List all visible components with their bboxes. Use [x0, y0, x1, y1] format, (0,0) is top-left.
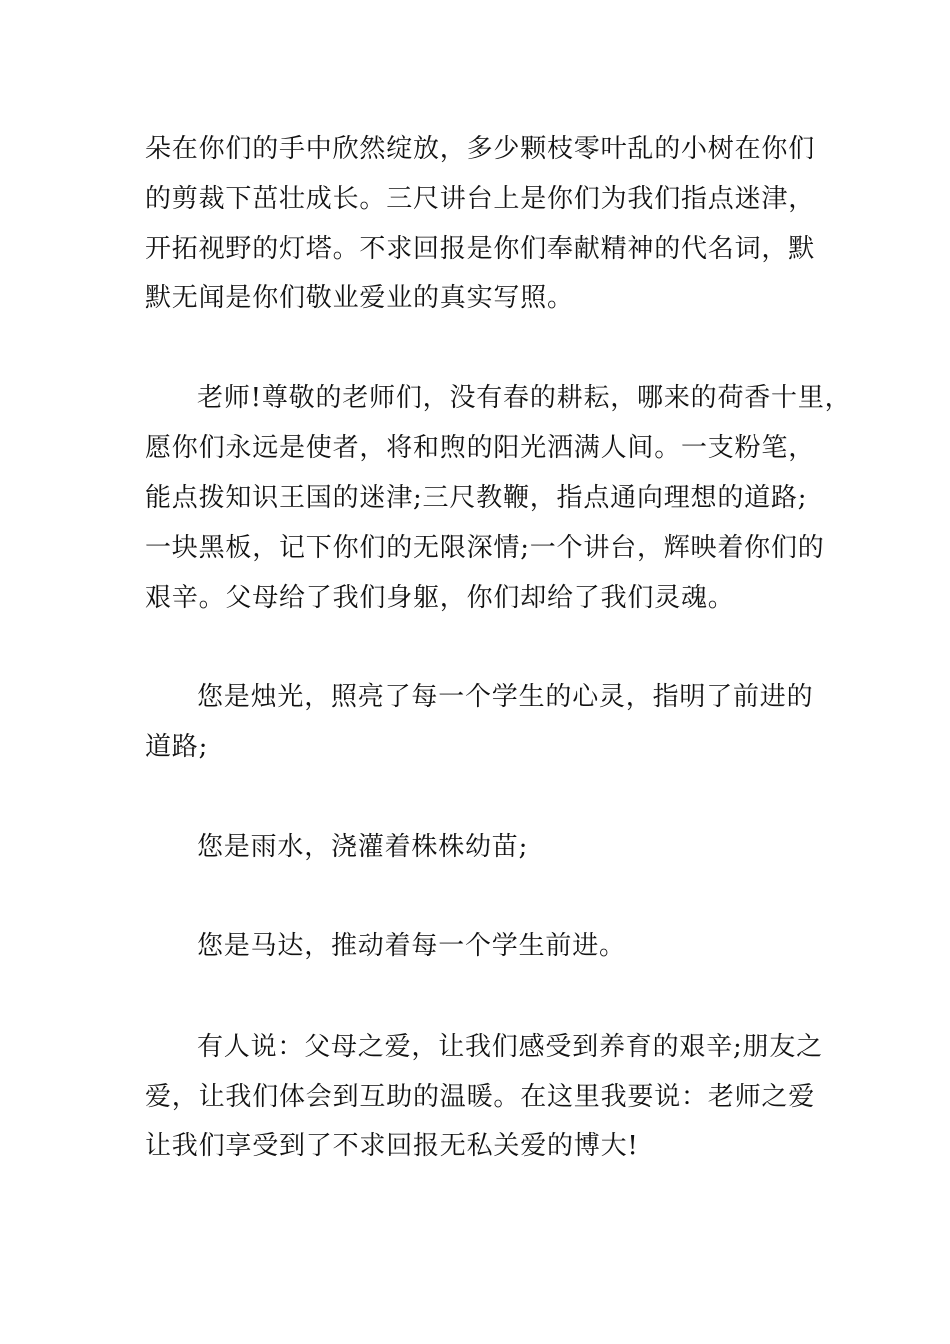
text-line: 您是烛光，照亮了每一个学生的心灵，指明了前进的	[197, 682, 814, 712]
text-line: 老师!尊敬的老师们，没有春的耕耘，哪来的荷香十里，	[197, 383, 852, 413]
text-line: 让我们享受到了不求回报无私关爱的博大!	[145, 1131, 639, 1161]
text-line: 朵在你们的手中欣然绽放，多少颗枝零叶乱的小树在你们	[145, 134, 816, 164]
text-line: 道路;	[145, 732, 209, 762]
text-line: 一块黑板，记下你们的无限深情;一个讲台，辉映着你们的	[145, 533, 825, 563]
text-line: 的剪裁下茁壮成长。三尺讲台上是你们为我们指点迷津，	[145, 184, 816, 214]
text-line: 有人说：父母之爱，让我们感受到养育的艰辛;朋友之	[197, 1032, 823, 1062]
text-line: 爱，让我们体会到互助的温暖。在这里我要说：老师之爱	[145, 1082, 816, 1112]
text-line: 默无闻是你们敬业爱业的真实写照。	[145, 283, 574, 313]
text-line: 愿你们永远是使者，将和煦的阳光洒满人间。一支粉笔，	[145, 433, 816, 463]
text-line: 艰辛。父母给了我们身躯，你们却给了我们灵魂。	[145, 583, 735, 613]
text-line: 能点拨知识王国的迷津;三尺教鞭，指点通向理想的道路;	[145, 483, 808, 513]
text-line: 您是马达，推动着每一个学生前进。	[197, 931, 626, 961]
text-line: 开拓视野的灯塔。不求回报是你们奉献精神的代名词，默	[145, 234, 816, 264]
text-line: 您是雨水，浇灌着株株幼苗;	[197, 832, 529, 862]
